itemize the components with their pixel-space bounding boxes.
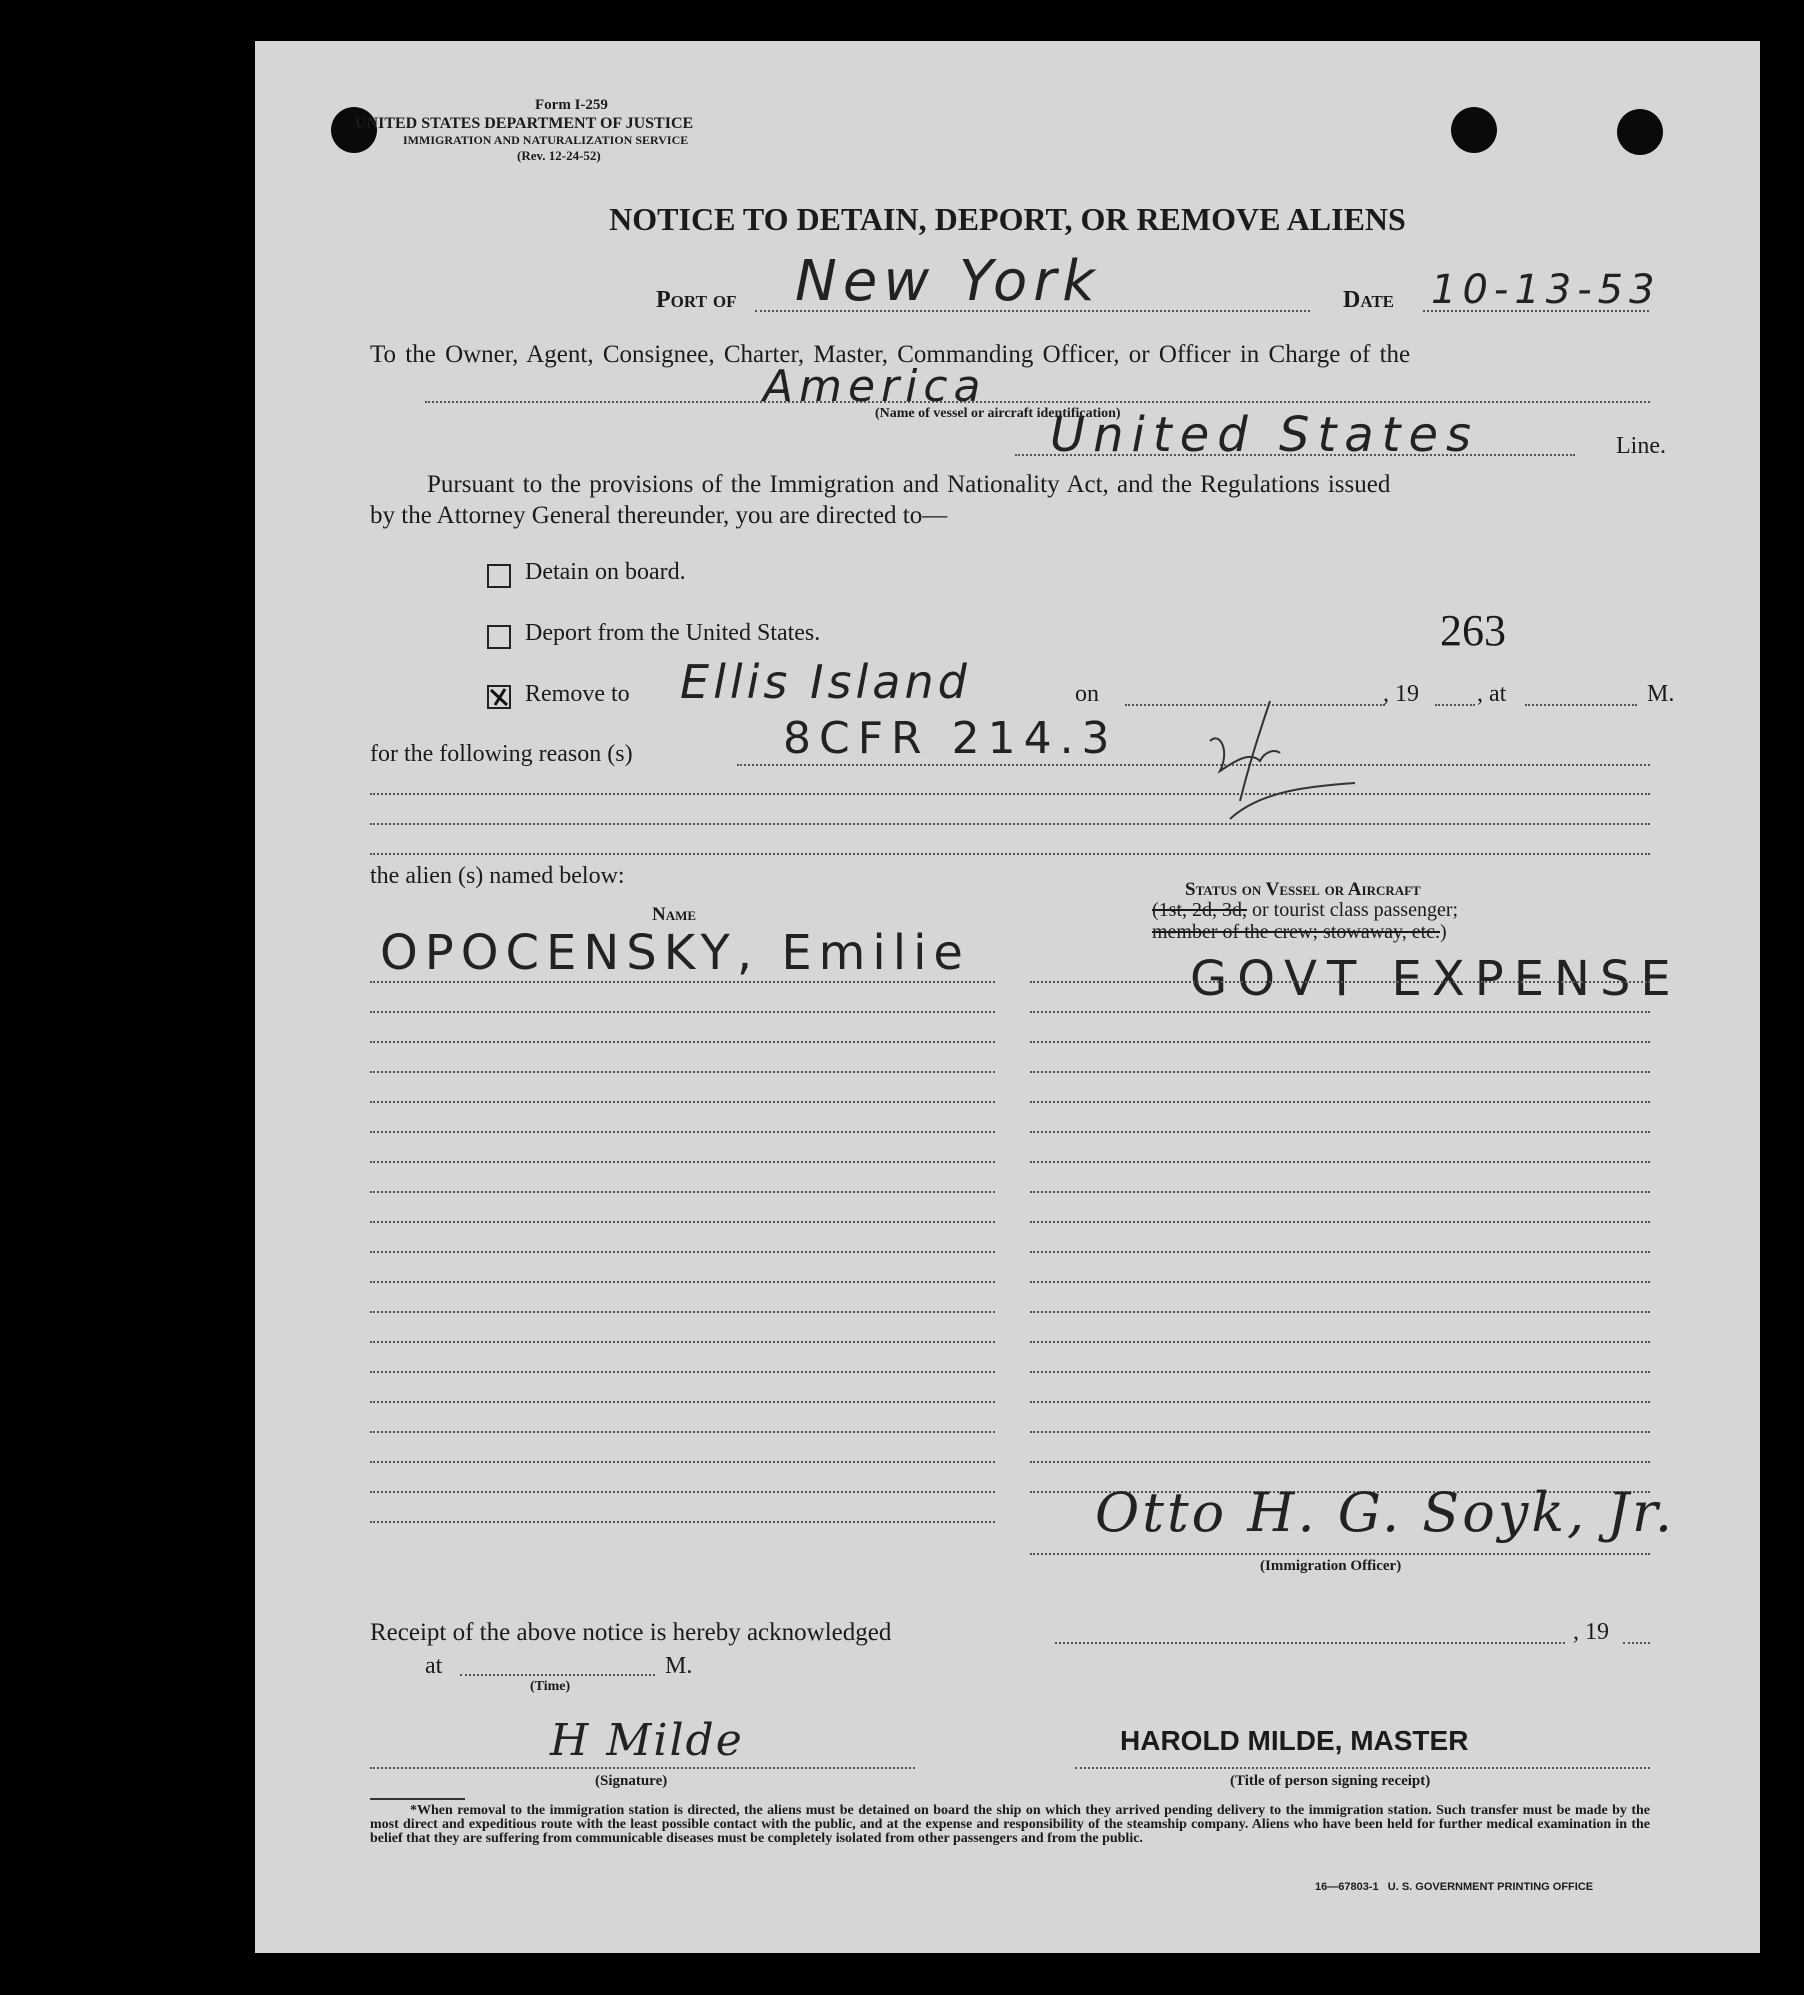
vessel-caption: (Name of vessel or aircraft identification) [875, 406, 1121, 421]
alien-name: OPOCENSKY, Emilie [380, 925, 970, 981]
status-row-line-6 [1030, 1131, 1650, 1133]
status-row-line-12 [1030, 1311, 1650, 1313]
punch-hole-right [1617, 109, 1663, 155]
receipt-text: Receipt of the above notice is hereby acknowledged [370, 1619, 892, 1646]
remove-year-line [1435, 704, 1475, 706]
name-row-line-19 [370, 1521, 995, 1523]
status-row-line-16 [1030, 1431, 1650, 1433]
name-row-line-4 [370, 1071, 995, 1073]
remove-on-label: on [1075, 681, 1099, 707]
status-row-line-11 [1030, 1281, 1650, 1283]
deport-label: Deport from the United States. [525, 620, 821, 646]
name-row-line-18 [370, 1491, 995, 1493]
receipt-title-value: HAROLD MILDE, MASTER [1120, 1725, 1469, 1756]
remove-year-label: , 19 [1383, 681, 1419, 707]
aliens-intro: the alien (s) named below: [370, 863, 625, 889]
status-note2-rest: ) [1440, 921, 1447, 943]
name-row-line-8 [370, 1191, 995, 1193]
stamp-number: 263 [1440, 606, 1506, 655]
status-header: Status on Vessel or Aircraft [1185, 879, 1421, 900]
form-revision: (Rev. 12-24-52) [517, 148, 601, 163]
receipt-title-line [1075, 1767, 1650, 1769]
name-row-line-7 [370, 1161, 995, 1163]
remove-checkbox[interactable] [487, 685, 511, 709]
deport-checkbox[interactable] [487, 625, 511, 649]
agency-line2: IMMIGRATION AND NATURALIZATION SERVICE [403, 133, 689, 147]
status-note2-struck: member of the crew; stowaway, etc. [1152, 921, 1441, 943]
receipt-year-line [1623, 1642, 1650, 1644]
receipt-signature-line [370, 1767, 915, 1769]
status-row-line-4 [1030, 1071, 1650, 1073]
detain-checkbox[interactable] [487, 564, 511, 588]
name-row-line-14 [370, 1371, 995, 1373]
officer-signature-line [1030, 1553, 1650, 1555]
status-note1-struck: (1st, 2d, 3d, [1152, 899, 1247, 921]
receipt-signature: H Milde [550, 1715, 744, 1766]
reasons-line-3 [370, 823, 1650, 825]
name-row-line-16 [370, 1431, 995, 1433]
port-label: Port of [656, 287, 737, 313]
status-row-line-13 [1030, 1341, 1650, 1343]
punch-hole-mid [1451, 107, 1497, 153]
reasons-value: 8CFR 214.3 [783, 713, 1118, 764]
status-row-line-17 [1030, 1461, 1650, 1463]
name-row-line-5 [370, 1101, 995, 1103]
name-row-line-15 [370, 1401, 995, 1403]
reasons-line-2 [370, 793, 1650, 795]
name-row-line-13 [370, 1341, 995, 1343]
pursuant-line2: by the Attorney General thereunder, you are directed to— [370, 502, 948, 529]
name-header: Name [652, 904, 697, 925]
status-note1-rest: or tourist class passenger; [1247, 899, 1459, 921]
receipt-m-label: M. [665, 1653, 693, 1679]
remove-destination: Ellis Island [680, 655, 971, 709]
status-row-line-15 [1030, 1401, 1650, 1403]
reasons-label: for the following reason (s) [370, 741, 633, 767]
footnote-rule [370, 1798, 465, 1800]
name-row-line-10 [370, 1251, 995, 1253]
vessel-value: America [763, 361, 987, 412]
officer-caption: (Immigration Officer) [1260, 1558, 1402, 1574]
status-row-line-5 [1030, 1101, 1650, 1103]
name-row-line-12 [370, 1311, 995, 1313]
alien-status: GOVT EXPENSE [1190, 951, 1681, 1007]
form-title: NOTICE TO DETAIN, DEPORT, OR REMOVE ALIENS [609, 201, 1406, 237]
receipt-year-label: , 19 [1573, 1619, 1609, 1645]
remove-time-line [1525, 704, 1637, 706]
signature-caption: (Signature) [595, 1773, 668, 1789]
name-row-line-11 [370, 1281, 995, 1283]
reasons-line-4 [370, 853, 1650, 855]
vessel-line [425, 401, 1650, 403]
name-row-line-1 [370, 981, 995, 983]
name-row-line-6 [370, 1131, 995, 1133]
pursuant-line1: Pursuant to the provisions of the Immigration and Nationality Act, and the Regulations issued [427, 471, 1391, 498]
remove-m-label: M. [1647, 681, 1675, 707]
addressee-intro: To the Owner, Agent, Consignee, Charter, Master, Commanding Officer, or Officer in Charge of the [370, 341, 1411, 368]
printer-line: 16—67803-1 U. S. GOVERNMENT PRINTING OFFICE [1315, 1881, 1594, 1893]
line-value: United States [1050, 407, 1480, 463]
status-row-line-9 [1030, 1221, 1650, 1223]
officer-signature: Otto H. G. Soyk, Jr. [1095, 1481, 1676, 1544]
footnote-text: *When removal to the immigration station is directed, the aliens must be detained on board the ship on which they arrived pending delivery to the immigration station. Such transfer must be made by the most direct and expeditious route with the least possible contact with the public, and at the expense and responsibility of the steamship company. Aliens who have been held for further medical examination in the belief that they are suffering from communicable diseases must be completely isolated from other passengers and from the public. [370, 1803, 1650, 1846]
remove-label: Remove to [525, 681, 630, 707]
date-label: Date [1343, 287, 1395, 313]
receipt-at-label: at [425, 1653, 443, 1679]
receipt-time-line [460, 1674, 655, 1676]
date-value: 10-13-53 [1431, 267, 1661, 313]
status-row-line-8 [1030, 1191, 1650, 1193]
agency-line1: UNITED STATES DEPARTMENT OF JUSTICE [355, 115, 694, 132]
line-label: Line. [1616, 433, 1666, 459]
status-note2 [1152, 921, 1447, 944]
status-row-line-3 [1030, 1041, 1650, 1043]
name-row-line-3 [370, 1041, 995, 1043]
status-note1 [1152, 899, 1458, 922]
status-row-line-7 [1030, 1161, 1650, 1163]
time-caption: (Time) [530, 1679, 571, 1694]
initials-mark [1190, 691, 1390, 821]
remove-check-mark [489, 687, 509, 707]
detain-label: Detain on board. [525, 559, 686, 585]
status-row-line-2 [1030, 1011, 1650, 1013]
receipt-date-line [1055, 1642, 1565, 1644]
name-row-line-9 [370, 1221, 995, 1223]
name-row-line-17 [370, 1461, 995, 1463]
form-paper [255, 41, 1760, 1953]
remove-at-label: , at [1477, 681, 1507, 707]
form-number: Form I-259 [535, 97, 608, 113]
status-row-line-1 [1030, 981, 1650, 983]
receipt-title-caption: (Title of person signing receipt) [1230, 1773, 1431, 1789]
status-row-line-10 [1030, 1251, 1650, 1253]
port-value: New York [795, 249, 1101, 314]
name-row-line-2 [370, 1011, 995, 1013]
status-row-line-14 [1030, 1371, 1650, 1373]
